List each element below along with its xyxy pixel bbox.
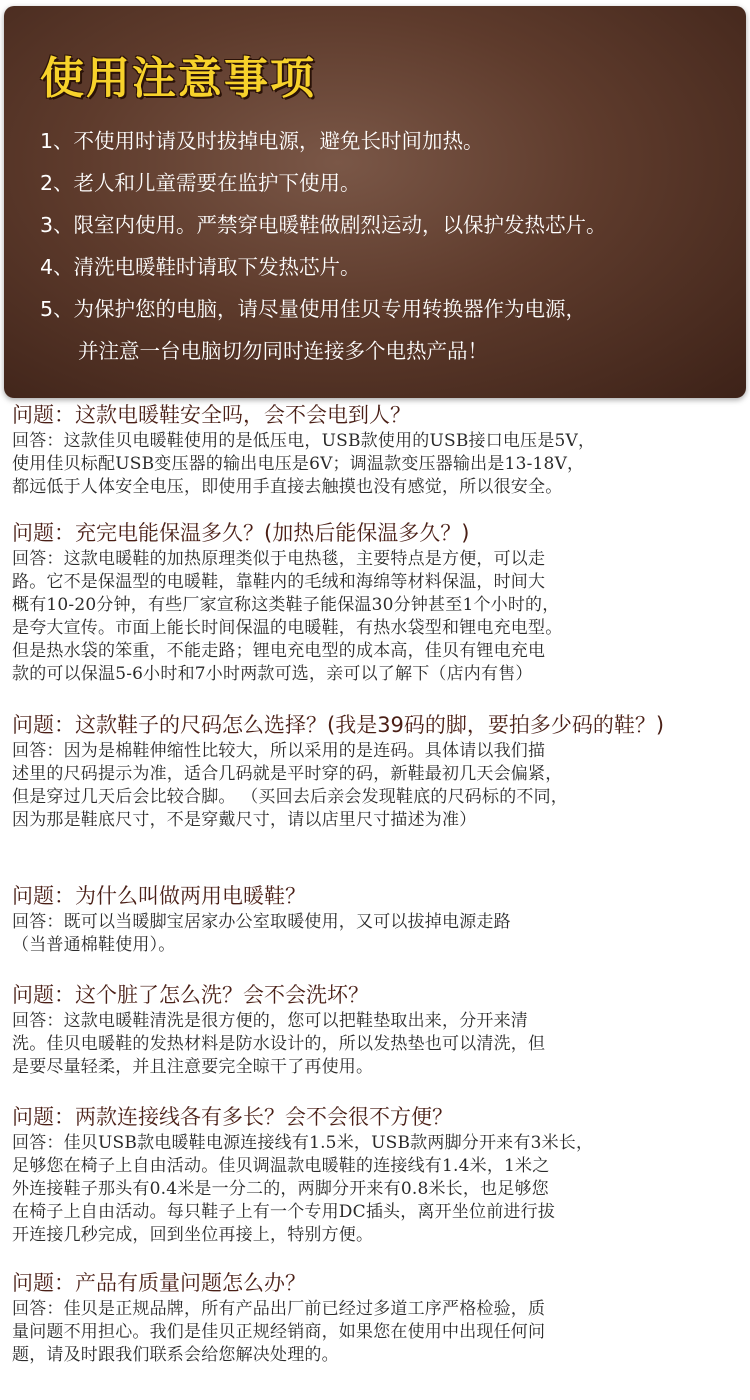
faq-question: 问题：这款电暖鞋安全吗，会不会电到人？: [12, 403, 411, 427]
faq-answer: [12, 1298, 744, 1367]
faq-answer-line: 量问题不用担心。我们是佳贝正规经销商，如果您在使用中出现任何问: [12, 1322, 546, 1342]
faq-question: 问题：充完电能保温多久？(加热后能保温多久？): [12, 521, 470, 545]
faq-answer: [12, 548, 744, 686]
faq-answer-line: （当普通棉鞋使用）。: [12, 935, 176, 955]
faq-answer-line: 回答：因为是棉鞋伸缩性比较大，所以采用的是连码。具体请以我们描: [12, 741, 546, 761]
notice-item: 1、不使用时请及时拔掉电源，避免长时间加热。: [40, 129, 484, 153]
faq-answer-line: 回答：既可以当暖脚宝居家办公室取暖使用，又可以拔掉电源走路: [12, 912, 511, 932]
faq-answer-line: 外连接鞋子那头有0.4米是一分二的，两脚分开来有0.8米长，也足够您: [12, 1179, 549, 1199]
faq-answer-line: 款的可以保温5-6小时和7小时两款可选，亲可以了解下（店内有售）: [12, 664, 533, 684]
faq-answer: [12, 911, 744, 957]
faq-block: [12, 712, 744, 832]
faq-answer: [12, 1010, 744, 1079]
notice-title: 使用注意事项: [40, 53, 316, 104]
faq-block: [12, 1104, 744, 1247]
faq-block: [12, 402, 744, 499]
faq-answer-line: 述里的尺码提示为准，适合几码就是平时穿的码，新鞋最初几天会偏紧，: [12, 764, 563, 784]
notice-item: 4、清洗电暖鞋时请取下发热芯片。: [40, 255, 361, 279]
faq-answer-line: 洗。佳贝电暖鞋的发热材料是防水设计的，所以发热垫也可以清洗，但: [12, 1034, 546, 1054]
faq-question: 问题：两款连接线各有多长？会不会很不方便？: [12, 1105, 453, 1129]
faq-question: 问题：为什么叫做两用电暖鞋？: [12, 884, 306, 908]
faq-answer-line: 但是热水袋的笨重，不能走路；锂电充电型的成本高，佳贝有锂电充电: [12, 641, 546, 661]
faq-answer-line: 是夸大宣传。市面上能长时间保温的电暖鞋，有热水袋型和锂电充电型。: [12, 618, 563, 638]
faq-answer-line: 足够您在椅子上自由活动。佳贝调温款电暖鞋的连接线有1.4米，1米之: [12, 1156, 550, 1176]
notice-item: 2、老人和儿童需要在监护下使用。: [40, 171, 361, 195]
notice-list: [40, 120, 607, 372]
faq-answer-line: 回答：这款电暖鞋的加热原理类似于电热毯，主要特点是方便，可以走: [12, 549, 546, 569]
faq-answer-line: 都远低于人体安全电压，即使用手直接去触摸也没有感觉，所以很安全。: [12, 477, 563, 497]
faq-answer: [12, 430, 744, 499]
faq-answer: [12, 1132, 744, 1247]
faq-block: [12, 1270, 744, 1367]
notice-panel: [4, 6, 746, 398]
faq-answer-line: 因为那是鞋底尺寸，不是穿戴尺寸，请以店里尺寸描述为准）: [12, 810, 477, 830]
faq-answer-line: 但是穿过几天后会比较合脚。 （买回去后亲会发现鞋底的尺码标的不同，: [12, 787, 569, 807]
faq-answer-line: 回答：佳贝USB款电暖鞋电源连接线有1.5米，USB款两脚分开来有3米长，: [12, 1133, 594, 1153]
faq-answer-line: 在椅子上自由活动。每只鞋子上有一个专用DC插头，离开坐位前进行拔: [12, 1202, 556, 1222]
faq-answer-line: 路。它不是保温型的电暖鞋，靠鞋内的毛绒和海绵等材料保温，时间大: [12, 572, 546, 592]
faq-answer-line: 回答：这款佳贝电暖鞋使用的是低压电，USB款使用的USB接口电压是5V，: [12, 431, 596, 451]
faq-block: [12, 883, 744, 957]
notice-item-continued: [40, 330, 607, 372]
faq-question: 问题：这款鞋子的尺码怎么选择？(我是39码的脚，要拍多少码的鞋？): [12, 713, 665, 737]
faq-answer-line: 使用佳贝标配USB变压器的输出电压是6V；调温款变压器输出是13-18V，: [12, 454, 585, 474]
notice-item: 5、为保护您的电脑，请尽量使用佳贝专用转换器作为电源，: [40, 297, 587, 321]
faq-answer-line: 是要尽量轻柔，并且注意要完全晾干了再使用。: [12, 1057, 374, 1077]
faq-answer-line: 回答：佳贝是正规品牌，所有产品出厂前已经过多道工序严格检验，质: [12, 1299, 546, 1319]
notice-item-continued-text: 并注意一台电脑切勿同时连接多个电热产品！: [78, 339, 488, 363]
faq-question: 问题：这个脏了怎么洗？会不会洗坏？: [12, 983, 369, 1007]
faq-block: [12, 982, 744, 1079]
faq-block: [12, 520, 744, 686]
faq-answer-line: 题，请及时跟我们联系会给您解决处理的。: [12, 1345, 339, 1365]
faq-answer-line: 回答：这款电暖鞋清洗是很方便的，您可以把鞋垫取出来，分开来清: [12, 1011, 528, 1031]
faq-answer-line: 开连接几秒完成，回到坐位再接上，特别方便。: [12, 1225, 374, 1245]
faq-answer: [12, 740, 744, 832]
notice-item: 3、限室内使用。严禁穿电暖鞋做剧烈运动，以保护发热芯片。: [40, 213, 607, 237]
faq-question: 问题：产品有质量问题怎么办？: [12, 1271, 306, 1295]
faq-answer-line: 概有10-20分钟，有些厂家宣称这类鞋子能保温30分钟甚至1个小时的，: [12, 595, 560, 615]
